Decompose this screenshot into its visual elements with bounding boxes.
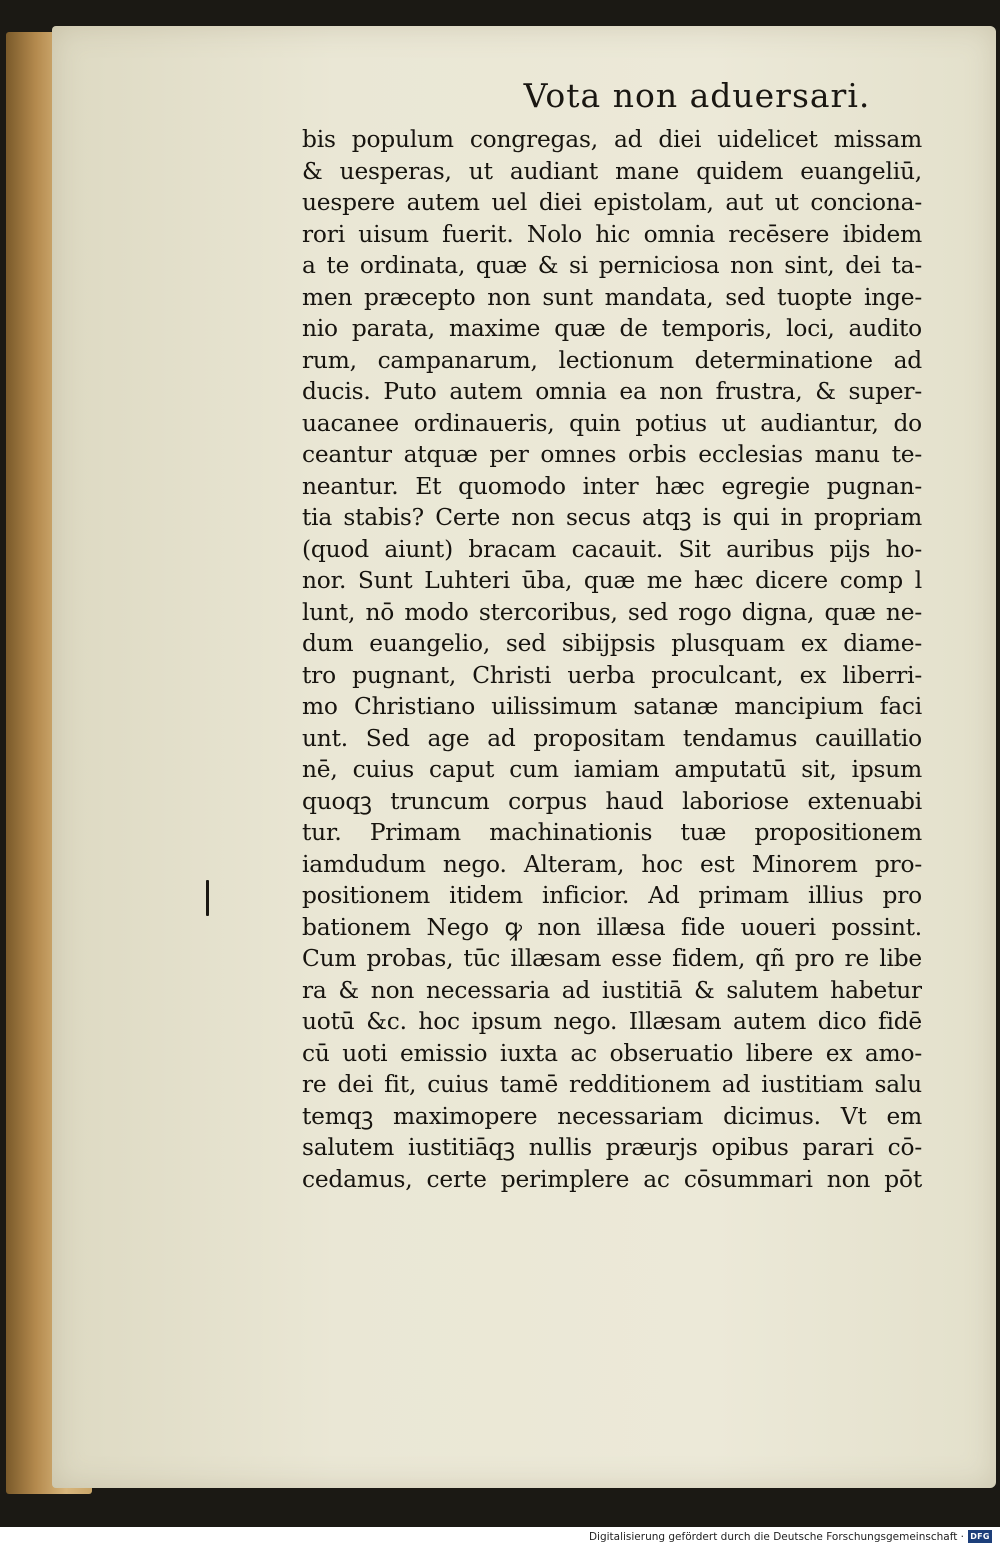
text-line: bationem Nego ꝙ non illæsa fide uoueri possint. [302,913,922,941]
text-line: bis populum congregas, ad diei uidelicet missam [302,126,922,153]
text-line: uotū &c. hoc ipsum nego. Illæsam autem dico fidē [302,1008,922,1035]
text-line: dum euangelio, sed sibijpsis plusquam ex diame- [302,630,922,657]
text-line: uespere autem uel diei epistolam, aut ut conciona- [302,189,922,216]
book-page [52,26,996,1488]
text-line: rori uisum fuerit. Nolo hic omnia recēsere ibidem [302,220,922,248]
text-line: mo Christiano uilissimum satanæ mancipium faci [302,693,922,720]
dfg-logo: DFG [968,1530,992,1543]
text-line: uacanee ordinaueris, quin potius ut audiantur, do [302,409,922,437]
text-line: Cum probas, tūc illæsam esse fidem, qñ pro re libe [302,945,922,972]
text-line: neantur. Et quomodo inter hæc egregie pugnan- [302,472,922,500]
text-line: quoqꝫ truncum corpus haud laboriose extenuabi [302,787,922,815]
running-head: Vota non aduersari. [523,76,871,115]
text-line: re dei fit, cuius tamē redditionem ad iustitiam salu [302,1071,922,1098]
text-line: iamdudum nego. Alteram, hoc est Minorem pro- [302,850,922,878]
text-line: lunt, nō modo stercoribus, sed rogo digna, quæ ne- [302,598,922,626]
text-line: cedamus, certe perimplere ac cōsummari non pōt [302,1165,922,1193]
text-line: ceantur atquæ per omnes orbis ecclesias manu te- [302,441,922,468]
text-line: & uesperas, ut audiant mane quidem euangeliū, [302,157,922,185]
text-line: tia stabis? Certe non secus atqꝫ is qui in propriam [302,504,922,531]
text-line: nor. Sunt Luhteri ūba, quæ me hæc dicere comp l [302,567,922,594]
page-text-area [302,74,982,1195]
text-line: temqꝫ maximopere necessariam dicimus. Vt em [302,1102,922,1130]
text-line: tur. Primam machinationis tuæ propositionem [302,819,922,846]
text-line: rum, campanarum, lectionum determinatione ad [302,346,922,374]
text-line: men præcepto non sunt mandata, sed tuopte inge- [302,283,922,311]
text-line: nio parata, maxime quæ de temporis, loci, audito [302,315,922,342]
text-line: positionem itidem inficior. Ad primam illius pro [302,882,922,909]
marginal-mark [206,880,209,916]
text-line: ra & non necessaria ad iustitiā & salutem habetur [302,976,922,1004]
text-line: ducis. Puto autem omnia ea non frustra, & super- [302,378,922,405]
text-line: cū uoti emissio iuxta ac obseruatio libere ex amo- [302,1039,922,1067]
text-line: nē, cuius caput cum iamiam amputatū sit, ipsum [302,756,922,783]
footer-credit: Digitalisierung gefördert durch die Deutsche Forschungsgemeinschaft · [588,1531,964,1543]
body-text [302,124,982,1195]
text-line: tro pugnant, Christi uerba proculcant, ex liberri- [302,661,922,689]
text-line: (quod aiunt) bracam cacauit. Sit auribus pijs ho- [302,535,922,563]
text-line: unt. Sed age ad propositam tendamus cauillatio [302,724,922,752]
text-line: salutem iustitiāqꝫ nullis præurjs opibus parari cō- [302,1134,922,1161]
text-line: a te ordinata, quæ & si perniciosa non sint, dei ta- [302,252,922,279]
